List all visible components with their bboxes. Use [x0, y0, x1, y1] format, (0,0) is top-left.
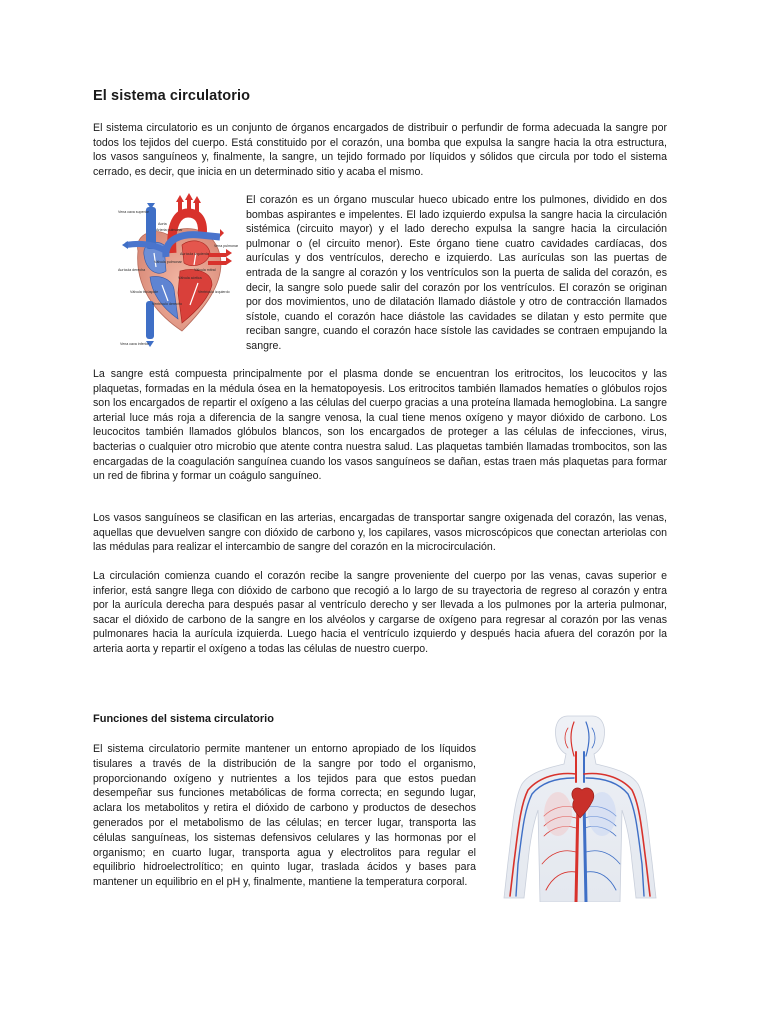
label-ventriculo-izquierdo: Ventrículo izquierdo	[198, 290, 230, 294]
label-ventriculo-derecho: Ventrículo derecho	[152, 302, 182, 306]
blood-paragraph: La sangre está compuesta principalmente por el plasma donde se encuentran los eritrocitos, los leucocitos y las plaquetas, formadas en la médula ósea en la hematopoyesis. Los eritrocitos también llamados hematíes o glóbulos rojos son los encargados de repartir el oxígeno a las células del cuerpo gracias a una proteína llamada hemoglobina. La sangre arterial luce más roja a diferencia de la sangre venosa, la cual tiene menos oxígeno y mayor dióxido de carbono. Los leucocitos también llamados glóbulos blancos, son los encargados de proteger a las células de infecciones, virus, bacterias o cualquier otro microbio que atente contra nuestra salud. Las plaquetas también llamadas trombocitos, son las encargadas de la coagulación sanguínea cuando los vasos sanguíneos se dañan, estas traen más plaquetas para formar un red de fibrina y formar un coágulo sanguíneo.	[93, 368, 667, 483]
label-arteria-pulmonar: Arteria pulmonar	[156, 228, 183, 232]
page-title: El sistema circulatorio	[93, 88, 251, 104]
vena-cava-trunk	[584, 800, 586, 902]
circulation-paragraph: La circulación comienza cuando el corazón recibe la sangre proveniente del cuerpo por las venas, cavas superior e inferior, está sangre llega con dióxido de carbono que recogió a lo largo de su trayectoria de regreso al corazón y entra por la aurícula derecha para después pasar al ventrículo derecho y ser llevada a los pulmones por la arteria pulmonar, sacar el dióxido de carbono de la sangre en los alvéolos y cargarse de oxígeno para regresar al corazón por las venas pulmonares hacia la aurícula izquierda. Luego hacia el ventrículo izquierdo y después hacia afuera del corazón por la arteria aorta y repartir el oxígeno a todas las células de nuestro cuerpo.	[93, 570, 667, 655]
vessels-paragraph: Los vasos sanguíneos se clasifican en las arterias, encargadas de transportar sangre oxigenada del corazón, las venas, aquellas que devuelven sangre con dióxido de carbono y, los capilares, vasos microscópicos que conectan arteriolas con las médulas para realizar el intercambio de sangre del corazón en la microcirculación.	[93, 512, 667, 554]
label-valvula-mitral: Válvula mitral	[194, 268, 216, 272]
label-vena-cava-inferior: Vena cava inferior	[120, 342, 149, 346]
body-circulation-illustration	[490, 712, 670, 902]
label-valvula-tricuspide: Válvula tricúspide	[130, 290, 159, 294]
label-vena-pulmonar: Vena pulmonar	[214, 244, 238, 248]
intro-paragraph: El sistema circulatorio es un conjunto de órganos encargados de distribuir o perfundir de forma adecuada la sangre por todos los tejidos del cuerpo. Está constituido por el corazón, una bomba que expulsa la sangre hacia la otra estructura, los vasos sanguíneos y, finalmente, la sangre, un tejido formado por líquidos y sólidos que circula por todo el sistema cerrado, es decir, que inicia en un determinado sitio y acaba el mismo.	[93, 122, 667, 178]
heart-paragraph: El corazón es un órgano muscular hueco ubicado entre los pulmones, dividido en dos bombas aspirantes e impelentes. El lado izquierdo expulsa la sangre hacia la circulación sistémica (circuito mayor) y el lado derecho expulsa la sangre hacia la circulación pulmonar o (el circuito menor). Este órgano tiene cuatro cavidades cardíacas, dos aurículas y dos ventrículos, derecho e izquierdo. Las aurículas son las puertas de entrada de la sangre al corazón y los ventrículos son la puerta de salida del corazón, es decir, la sangre solo puede salir del corazón por los ventrículos. El corazón se originan por dos movimientos, uno de dilatación llamado diástole y otro de contracción llamados sístole, cuando el corazón hace diástole las cavidades se dilatan y esto permite que reciban sangre, cuando el corazón hace sístole las cavidades se contraen empujando la sangre.	[246, 194, 667, 352]
functions-paragraph: El sistema circulatorio permite mantener un entorno apropiado de los líquidos tisulares a través de la distribución de la sangre por todo el organismo, proporcionando oxígeno y nutrientes a los tejidos para que estos puedan desempeñar sus funciones metabólicas de forma correcta; en segundo lugar, aclara los metabolitos y retira el dióxido de carbono y productos de desechos generados por el metabolismo de las células; en tercer lugar, transporta las células sanguíneas, los sistemas defensivos celulares y las hormonas por el organismo; en cuarto lugar, transporta agua y electrolitos para regular el equilibrio hidroelectrolítico; en quinto lugar, traslada ácidos y bases para mantener un equilibrio en el pH y, finalmente, mantiene la temperatura corporal.	[93, 743, 476, 889]
label-vena-cava-superior: Vena cava superior	[118, 210, 149, 214]
label-auricula-izquierda: Aurícula izquierda	[180, 252, 209, 256]
section-title-functions: Funciones del sistema circulatorio	[93, 713, 274, 725]
label-valvula-pulmonar: Válvula pulmonar	[154, 260, 182, 264]
label-auricula-derecha: Aurícula derecha	[118, 268, 146, 272]
label-valvula-aortica: Válvula aórtica	[178, 276, 202, 280]
vena-cava-inferior	[146, 301, 154, 339]
heart-diagram	[116, 193, 238, 353]
label-aorta: Aorta	[158, 222, 167, 226]
vena-pulmonar	[208, 253, 226, 257]
